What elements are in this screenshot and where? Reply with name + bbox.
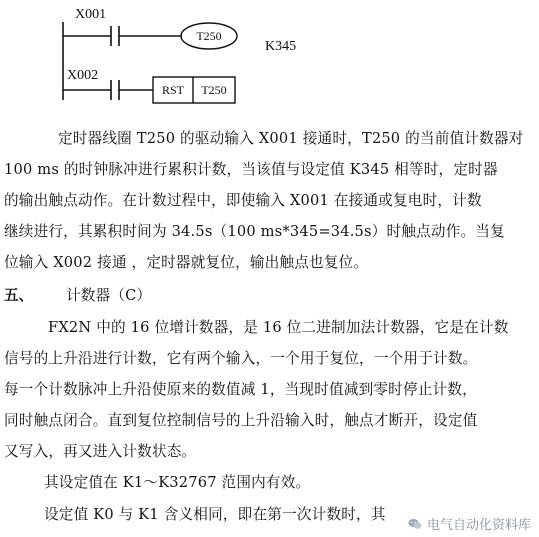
section-title: 计数器（C） (66, 287, 152, 304)
paragraph1-line2: 100 ms 的时钟脉冲进行累积计数，当该值与设定值 K345 相等时，定时器 (4, 161, 498, 178)
coil-t250-label: T250 (196, 29, 222, 43)
paragraph2-line2: 信号的上升沿进行计数，它有两个输入，一个用于复位，一个用于计数。 (4, 350, 478, 367)
reset-instruction-label: RST (161, 83, 185, 97)
setpoint-label: K345 (265, 39, 297, 54)
paragraph3: 其设定值在 K1～K32767 范围内有效。 (44, 474, 311, 491)
watermark (405, 514, 533, 533)
paragraph1-line5: 位输入 X002 接通 ，定时器就复位，输出触点也复位。 (4, 254, 369, 271)
wechat-icon (407, 516, 423, 532)
paragraph2-line4: 同时触点闭合。直到复位控制信号的上升沿输入时，触点才断开，设定值 (4, 412, 478, 429)
paragraph2-line1: FX2N 中的 16 位增计数器，是 16 位二进制加法计数器，它是在计数 (48, 319, 509, 336)
watermark-text: 电气自动化资料库 (426, 518, 531, 533)
ladder-diagram (0, 0, 539, 120)
paragraph2-line3: 每一个计数脉冲上升沿使原来的数值减 1，当现时值减到零时停止计数， (4, 381, 477, 398)
section-number: 五、 (4, 287, 34, 304)
paragraph1-line4: 继续进行，其累积时间为 34.5s（100 ms*345=34.5s）时触点动作。当复 (4, 223, 505, 240)
paragraph2-line5: 又写入，再又进入计数状态。 (4, 443, 197, 460)
reset-target-label: T250 (201, 83, 227, 97)
paragraph1-line1: 定时器线圈 T250 的驱动输入 X001 接通时，T250 的当前值计数器对 (58, 130, 524, 147)
paragraph4: 设定值 K0 与 K1 含义相同，即在第一次计数时，其 (44, 506, 386, 523)
contact-x001-label: X001 (75, 7, 107, 22)
contact-x002-label: X002 (67, 68, 99, 83)
paragraph1-line3: 的输出触点动作。在计数过程中，即使输入 X001 在接通或复电时，计数 (4, 192, 482, 209)
